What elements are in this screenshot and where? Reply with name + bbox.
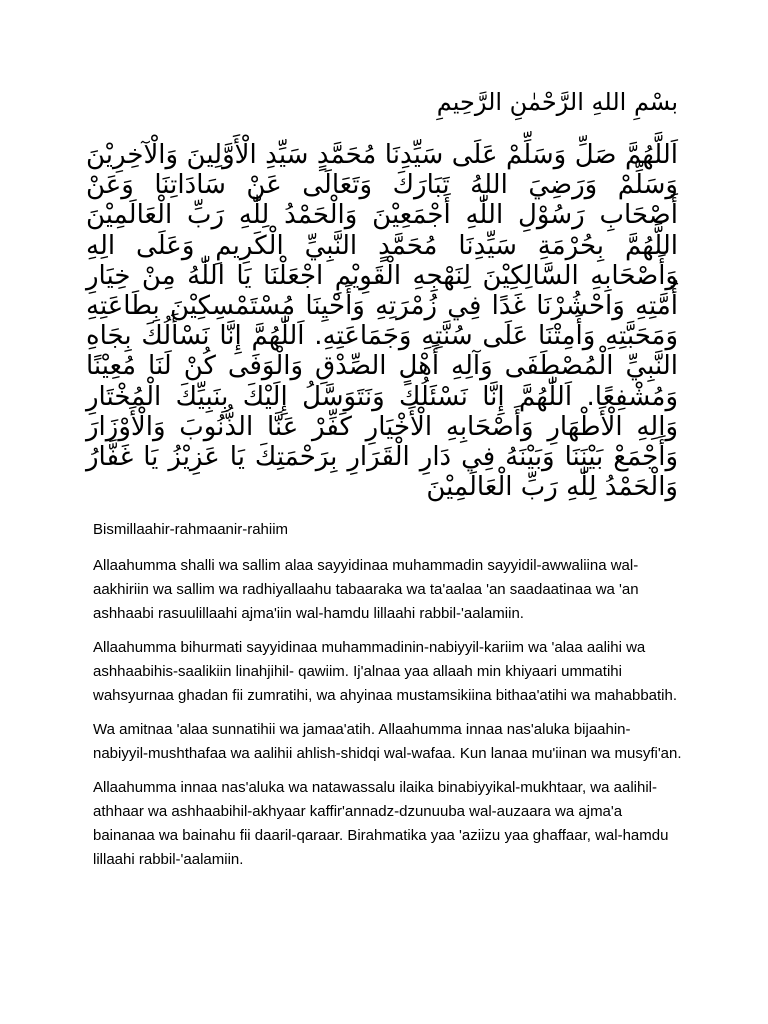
transliteration-paragraph: Allaahumma shalli wa sallim alaa sayyidinaa muhammadin sayyidil-awwaliina wal-aakhiriin wa sallim wa radhiyallaahu tabaaraka wa ta'aalaa 'an saadaatinaa wa 'an ashhaabi rasuulillaahi ajma'iin wal-hamdu lillaahi rabbil-'aalamiin. bbox=[93, 557, 639, 622]
transliteration-paragraph: Allaahumma innaa nas'aluka wa natawassalu ilaika binabiyyikal-mukhtaar, wa aalihil-athhaar wa ashhaabihil-akhyaar kaffir'annadz-dzunuuba wal-auzaara wa ajma'a bainanaa wa bainahu fii daaril-qaraar. Birahmatika yaa 'aziizu yaa ghaffaar, wal-hamdu lillaahi rabbil-'aalamiin. bbox=[93, 779, 669, 868]
arabic-basmala: بسْمِ اللهِ الرَّحْمٰنِ الرَّحِيمِ bbox=[436, 88, 678, 116]
transliteration-section bbox=[93, 518, 683, 882]
transliteration-paragraph: Allaahumma bihurmati sayyidinaa muhammadinin-nabiyyil-kariim wa 'alaa aalihi wa ashhaabihis-saalikiin linahjihil- qawiim. Ij'alnaa yaa allaah min khiyaari ummatihi wahsyurnaa ghadan fii zumratihi, wa ahyinaa mustamsikiina bithaa'atihi wa mahabbatih. bbox=[93, 639, 678, 704]
arabic-prayer-text: اَللَّهُمَّ صَلِّ وَسَلِّمْ عَلَى سَيِّدِنَا مُحَمَّدٍ سَيِّدِ الْأَوَّلِينَ وَالْآخِرِيْنَ وَسَلِّمْ وَرَضِيَ اللهُ تَبَارَكَ وَتَعَالَى عَنْ سَادَاتِنَا وَعَنْ أَصْحَابِ رَسُوْلِ اللّٰهِ أَجْمَعِيْنَ وَالْحَمْدُ لِلّٰهِ رَبِّ الْعَالَمِيْنَ اللَّهُمَّ بِحُرْمَةِ سَيِّدِنَا مُحَمَّدٍ النَّبِيِّ الْكَرِيمِ وَعَلَى الِهِ وَأَصْحَابِهِ السَّالِكِيْنَ لِنَهْجِهِ الْقَوِيْمِ اجْعَلْنَا يَا اللّٰهُ مِنْ خِيَارِ أُمَّتِهِ وَاحْشُرْنَا غَدًا فِي زُمْرَتِهِ وَأَحْيِنَا مُسْتَمْسِكِيْنَ بِطَاعَتِهِ وَمَحَبَّتِهِ وَأَمِتْنَا عَلَى سُنَّتِهِ وَجَمَاعَتِهِ. اَللّٰهُمَّ إِنَّا نَسْأَلُكَ بِجَاهِ النَّبِيِّ الْمُصْطَفَى وَآلِهِ أَهْلِ الصِّدْقِ وَالْوَفَى كُنْ لَنَا مُعِيْنًا وَمُشْفِعًا. اَللّٰهُمَّ إِنَّا نَسْئَلُكَ وَنَتَوَسَّلُ إِلَيْكَ بِنَبِيِّكَ الْمُخْتَارِ وَالِهِ الْأَطْهَارِ وَأَصْحَابِهِ الْأَخْيَارِ كَفِّرْ عَنَّا الذُّنُوبَ وَالْأَوْزَارَ وَأَجْمَعْ بَيْنَنَا وَبَيْنَهُ فِي دَارِ الْقَرَارِ بِرَحْمَتِكَ يَا عَزِيْزُ يَا غَفَّارُ وَالْحَمْدُ لِلّٰهِ رَبِّ الْعَالَمِيْنَ bbox=[86, 140, 678, 503]
transliteration-paragraph: Wa amitnaa 'alaa sunnatihii wa jamaa'atih. Allaahumma innaa nas'aluka bijaahin-nabiyyil-mushthafaa wa aalihii ahlish-shidqi wal-wafaa. Kun lanaa mu'iinan wa musyfi'an. bbox=[93, 721, 682, 762]
transliteration-basmala: Bismillaahir-rahmaanir-rahiim bbox=[93, 521, 289, 538]
